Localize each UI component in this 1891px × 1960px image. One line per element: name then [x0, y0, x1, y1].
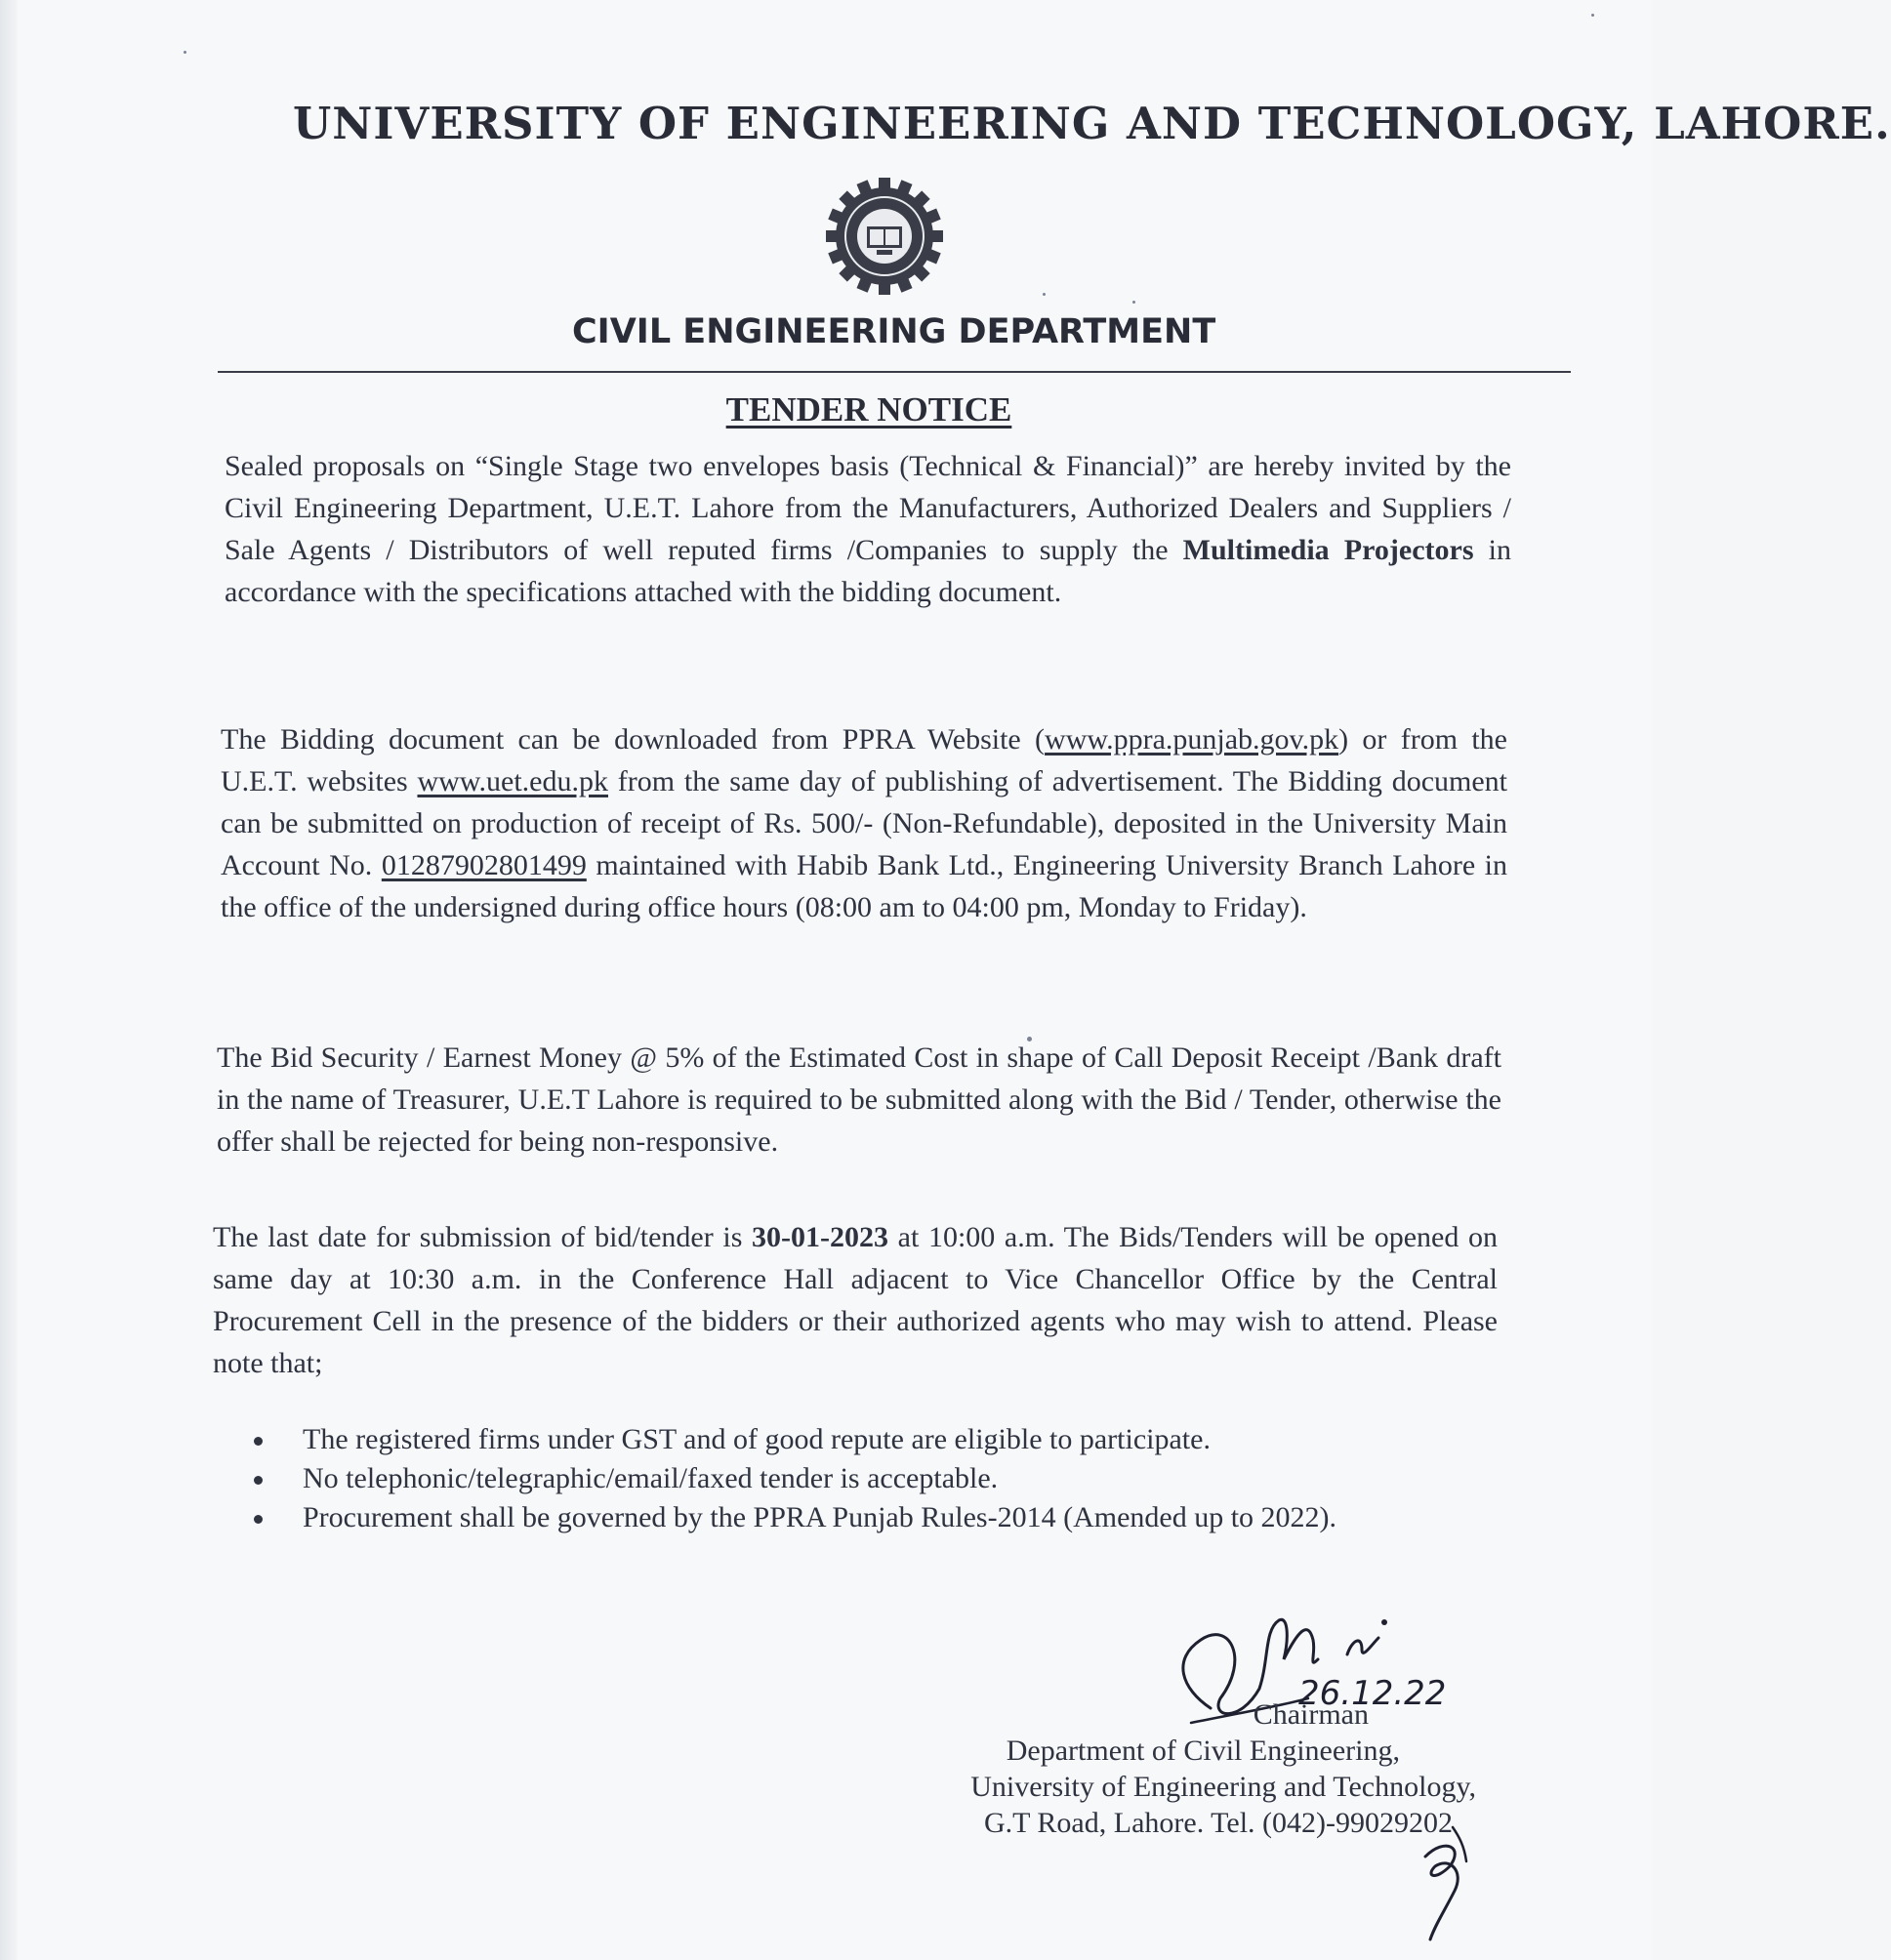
department-title: CIVIL ENGINEERING DEPARTMENT [572, 312, 1216, 351]
bullet-icon [254, 1515, 263, 1524]
notice-title: TENDER NOTICE [725, 390, 1012, 429]
item-name: Multimedia Projectors [1182, 534, 1474, 566]
signatory-address: G.T Road, Lahore. Tel. (042)-99029202 [983, 1807, 1453, 1839]
scan-speck [1027, 1037, 1032, 1041]
university-title: UNIVERSITY OF ENGINEERING AND TECHNOLOGY, LAHORE. [293, 98, 1891, 149]
paragraph-last-date: The last date for submission of bid/tender is 30-01-2023 at 10:00 a.m. The Bids/Tenders will be opened on same day at 10:30 a.m. in the Conference Hall adjacent to Vice Chancellor Office by the Central Procurement Cell in the presence of the bidders or their authorized agents who may wish to attend. Please note that; [213, 1221, 1499, 1379]
paragraph-invitation: Sealed proposals on “Single Stage two envelopes basis (Technical & Financial)” are hereby invited by the Civil Engineering Department, U.E.T. Lahore from the Manufacturers, Authorized Dealers and Suppliers / Sale Agents / Distributors of well reputed firms /Companies to supply the Multimedia Projectors in accordance with the specifications attached with the bidding document. [225, 450, 1511, 608]
signatory-department: Department of Civil Engineering, [1006, 1735, 1400, 1767]
list-item: No telephonic/telegraphic/email/faxed tender is acceptable. [244, 1459, 1513, 1498]
bullet-icon [254, 1476, 263, 1485]
list-item: Procurement shall be governed by the PPRA Punjab Rules-2014 (Amended up to 2022). [244, 1498, 1513, 1537]
submission-date: 30-01-2023 [752, 1221, 889, 1253]
scan-speck [1043, 293, 1046, 296]
uet-website-link[interactable]: www.uet.edu.pk [417, 765, 608, 797]
scan-speck [1591, 14, 1594, 17]
signature-block [879, 1696, 1484, 1841]
scan-speck [184, 51, 186, 54]
list-item: The registered firms under GST and of good repute are eligible to participate. [244, 1420, 1513, 1459]
conditions-list [244, 1420, 1513, 1537]
paragraph-bid-security: The Bid Security / Earnest Money @ 5% of the Estimated Cost in shape of Call Deposit Receipt /Bank draft in the name of Treasurer, U.E.T Lahore is required to be submitted along with the Bid / Tender, otherwise the offer shall be rejected for being non-responsive. [217, 1041, 1501, 1158]
signatory-title: Chairman [1253, 1698, 1369, 1731]
initials-icon [1406, 1817, 1484, 1944]
ppra-website-link[interactable]: www.ppra.punjab.gov.pk [1045, 723, 1339, 755]
header-divider [218, 371, 1571, 373]
university-seal-icon [824, 176, 945, 297]
paragraph-bidding-document: The Bidding document can be downloaded from PPRA Website (www.ppra.punjab.gov.pk) or from the U.E.T. websites www.uet.edu.pk from the same day of publishing of advertisement. The Bidding document can be submitted on production of receipt of Rs. 500/- (Non-Refundable), deposited in the University Main Account No. 01287902801499 maintained with Habib Bank Ltd., Engineering University Branch Lahore in the office of the undersigned during office hours (08:00 am to 04:00 pm, Monday to Friday). [221, 723, 1507, 923]
scan-edge [0, 0, 18, 1960]
bullet-icon [254, 1437, 263, 1446]
account-number: 01287902801499 [381, 849, 587, 881]
scan-speck [1132, 301, 1135, 304]
signatory-university: University of Engineering and Technology, [970, 1771, 1476, 1803]
handwritten-date: 26.12.22 [1298, 1674, 1447, 1713]
